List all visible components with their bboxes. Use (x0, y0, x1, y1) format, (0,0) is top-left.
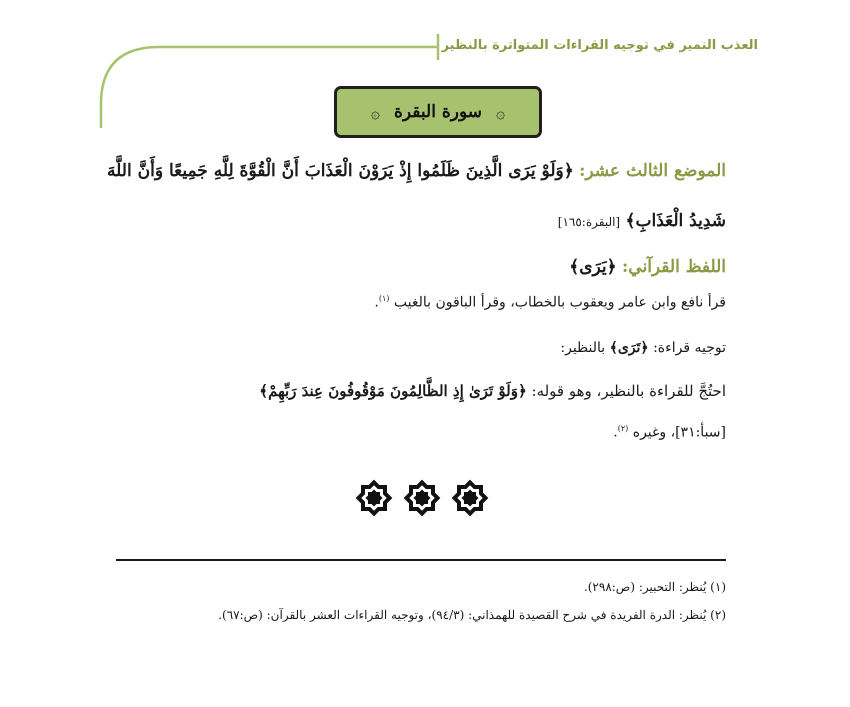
octagram-ornament-icon (352, 476, 396, 520)
quranic-word: ﴿يَرَى﴾ (569, 257, 617, 277)
verse-reference: [البقرة:١٦٥] (557, 215, 621, 229)
verse-line-1 (107, 160, 726, 181)
octagram-ornament-icon (448, 476, 492, 520)
quranic-word-line (569, 256, 726, 277)
surah-title-box (334, 86, 542, 138)
tawjih-line (560, 340, 726, 356)
readings-line (374, 294, 726, 311)
section-end-ornaments (352, 476, 492, 522)
ihtajja-line (259, 382, 726, 400)
verse-line-2 (558, 210, 726, 231)
footnote-marker-1: (١) (378, 294, 390, 303)
tawjih-prefix: توجيه قراءة: (653, 340, 726, 356)
readings-end: . (374, 294, 379, 311)
verse-text-part1: ﴿وَلَوْ يَرَى الَّذِينَ ظَلَمُوا إِذْ يَرَوْنَ الْعَذَابَ أَنَّ الْقُوَّةَ لِلَّهِ جَمِيعًا وَأَنَّ اللَّهَ (107, 161, 574, 181)
word-label: اللفظ القرآني: (622, 257, 726, 277)
surah-title: سورة البقرة (394, 102, 482, 122)
tawjih-word: ﴿تَرَى﴾ (609, 340, 649, 356)
footnote-marker-2: (٢) (617, 424, 629, 433)
footnote-1: (١) يُنظر: التحبير: (ص:٢٩٨). (583, 580, 726, 594)
footnote-divider (116, 559, 726, 561)
saba-end: . (613, 424, 618, 441)
octagram-ornament-icon (400, 476, 444, 520)
saba-reference-line (613, 424, 726, 441)
ihtajja-verse: ﴿وَلَوْ تَرَىٰ إِذِ الظَّالِمُونَ مَوْقُوفُونَ عِندَ رَبِّهِمْ﴾ (259, 382, 527, 400)
footnote-2: (٢) يُنظر: الدرة الفريدة في شرح القصيدة للهمذاني: (٩٤/٣)، وتوجيه القراءات العشر بالقرآن: (ص:٦٧). (218, 608, 726, 622)
position-label: الموضع الثالث عشر: (579, 161, 726, 181)
tawjih-suffix: بالنظير: (560, 340, 606, 356)
running-header-title: العذب النمير في توجيه القراءات المتواترة بالنظير (441, 38, 758, 53)
verse-text-part2: شَدِيدُ الْعَذَابِ﴾ (625, 211, 726, 231)
ihtajja-prefix: احتُجَّ للقراءة بالنظير، وهو قوله: (531, 382, 726, 400)
ornament-icon: ۞ (370, 102, 381, 122)
ornament-icon: ۞ (496, 102, 506, 122)
saba-reference: [سبأ:٣١]، وغيره (632, 424, 726, 441)
readings-text: قرأ نافع وابن عامر ويعقوب بالخطاب، وقرأ الباقون بالغيب (393, 294, 726, 311)
